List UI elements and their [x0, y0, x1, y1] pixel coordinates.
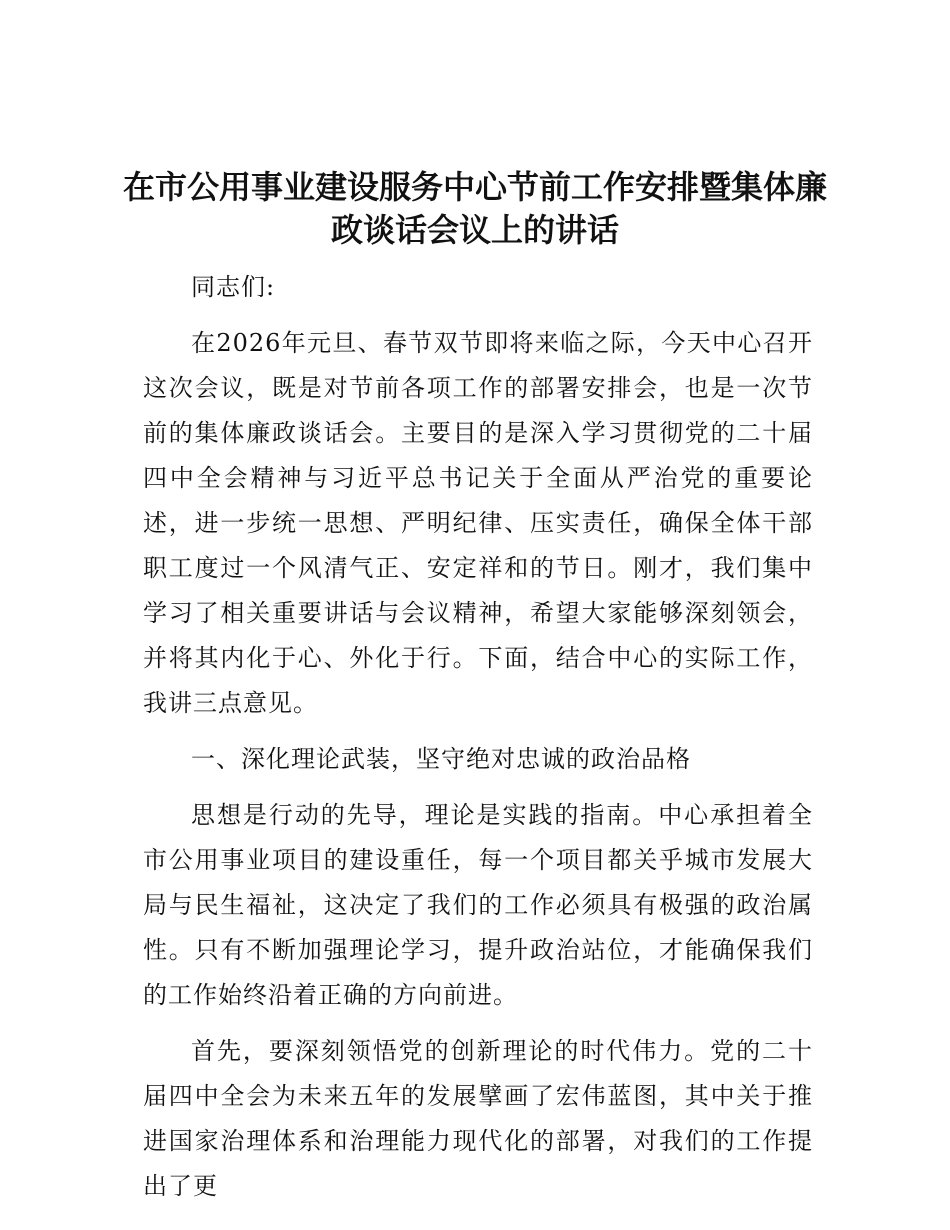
document-body [143, 265, 813, 1209]
paragraph-first-point: 首先，要深刻领悟党的创新理论的时代伟力。党的二十届四中全会为未来五年的发展擘画了宏伟蓝图，其中关于推进国家治理体系和治理能力现代化的部署，对我们的工作提出了更 [143, 1037, 813, 1200]
section-heading-1: 一、深化理论武装，坚守绝对忠诚的政治品格 [191, 745, 691, 773]
document-title: 在市公用事业建设服务中心节前工作安排暨集体廉政谈话会议上的讲话 [122, 168, 827, 249]
paragraph-intro: 在2026年元旦、春节双节即将来临之际，今天中心召开这次会议，既是对节前各项工作的部署安排会，也是一次节前的集体廉政谈话会。主要目的是深入学习贯彻党的二十届四中全会精神与习近平总书记关于全面从严治党的重要论述，进一步统一思想、严明纪律、压实责任，确保全体干部职工度过一个风清气正、安定祥和的节日。刚才，我们集中学习了相关重要讲话与会议精神，希望大家能够深刻领会，并将其内化于心、外化于行。下面，结合中心的实际工作，我讲三点意见。 [143, 329, 813, 717]
paragraph-theory: 思想是行动的先导，理论是实践的指南。中心承担着全市公用事业项目的建设重任，每一个项目都关乎城市发展大局与民生福祉，这决定了我们的工作必须具有极强的政治属性。只有不断加强理论学习，提升政治站位，才能确保我们的工作始终沿着正确的方向前进。 [143, 801, 813, 1009]
salutation: 同志们: [191, 273, 276, 301]
